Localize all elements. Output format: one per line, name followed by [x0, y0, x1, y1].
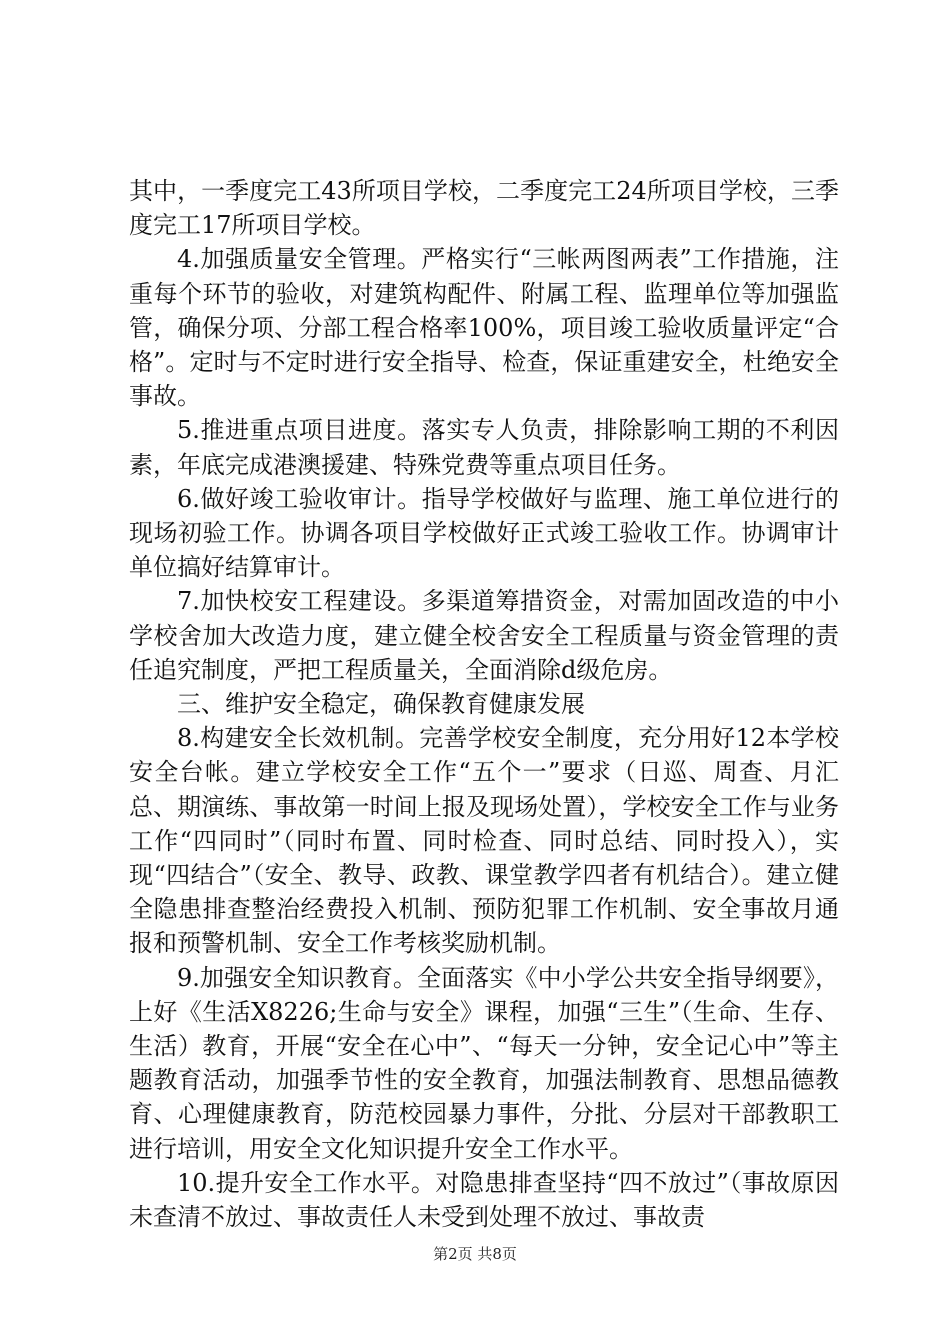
section-heading-3: 三、维护安全稳定，确保教育健康发展	[177, 690, 585, 719]
paragraph-item-9: 9.加强安全知识教育。全面落实《中小学公共安全指导纲要》，上好《生活X8226;生命与安全》课程，加强“三生”（生命、生存、生活）教育，开展“安全在心中”、“每天一分钟，安全记心中”等主题教育活动，加强季节性的安全教育，加强法制教育、思想品德教育、心理健康教育，防范校园暴力事件，分批、分层对干部教职工进行培训，用安全文化知识提升安全工作水平。	[129, 963, 839, 1163]
page-number-footer: 第2页 共8页	[433, 1245, 517, 1263]
document-body	[129, 174, 839, 1234]
paragraph-item-5: 5.推进重点项目进度。落实专人负责，排除影响工期的不利因素，年底完成港澳援建、特殊党费等重点项目任务。	[129, 416, 839, 479]
paragraph-item-6: 6.做好竣工验收审计。指导学校做好与监理、施工单位进行的现场初验工作。协调各项目学校做好正式竣工验收工作。协调审计单位搞好结算审计。	[129, 484, 839, 582]
paragraph-continued: 其中，一季度完工43所项目学校，二季度完工24所项目学校，三季度完工17所项目学校。	[129, 177, 839, 240]
paragraph-item-8: 8.构建安全长效机制。完善学校安全制度，充分用好12本学校安全台帐。建立学校安全工作“五个一”要求（日巡、周查、月汇总、期演练、事故第一时间上报及现场处置），学校安全工作与业务工作“四同时”（同时布置、同时检查、同时总结、同时投入），实现“四结合”（安全、教导、政教、课堂教学四者有机结合）。建立健全隐患排查整治经费投入机制、预防犯罪工作机制、安全事故月通报和预警机制、安全工作考核奖励机制。	[129, 724, 839, 958]
paragraph-item-7: 7.加快校安工程建设。多渠道筹措资金，对需加固改造的中小学校舍加大改造力度，建立健全校舍安全工程质量与资金管理的责任追究制度，严把工程质量关，全面消除d级危房。	[129, 587, 839, 684]
paragraph-item-10: 10.提升安全工作水平。对隐患排查坚持“四不放过”（事故原因未查清不放过、事故责任人未受到处理不放过、事故责	[129, 1168, 839, 1232]
paragraph-item-4: 4.加强质量安全管理。严格实行“三帐两图两表”工作措施，注重每个环节的验收，对建筑构配件、附属工程、监理单位等加强监管，确保分项、分部工程合格率100%，项目竣工验收质量评定“合格”。定时与不定时进行安全指导、检查，保证重建安全，杜绝安全事故。	[129, 245, 839, 411]
